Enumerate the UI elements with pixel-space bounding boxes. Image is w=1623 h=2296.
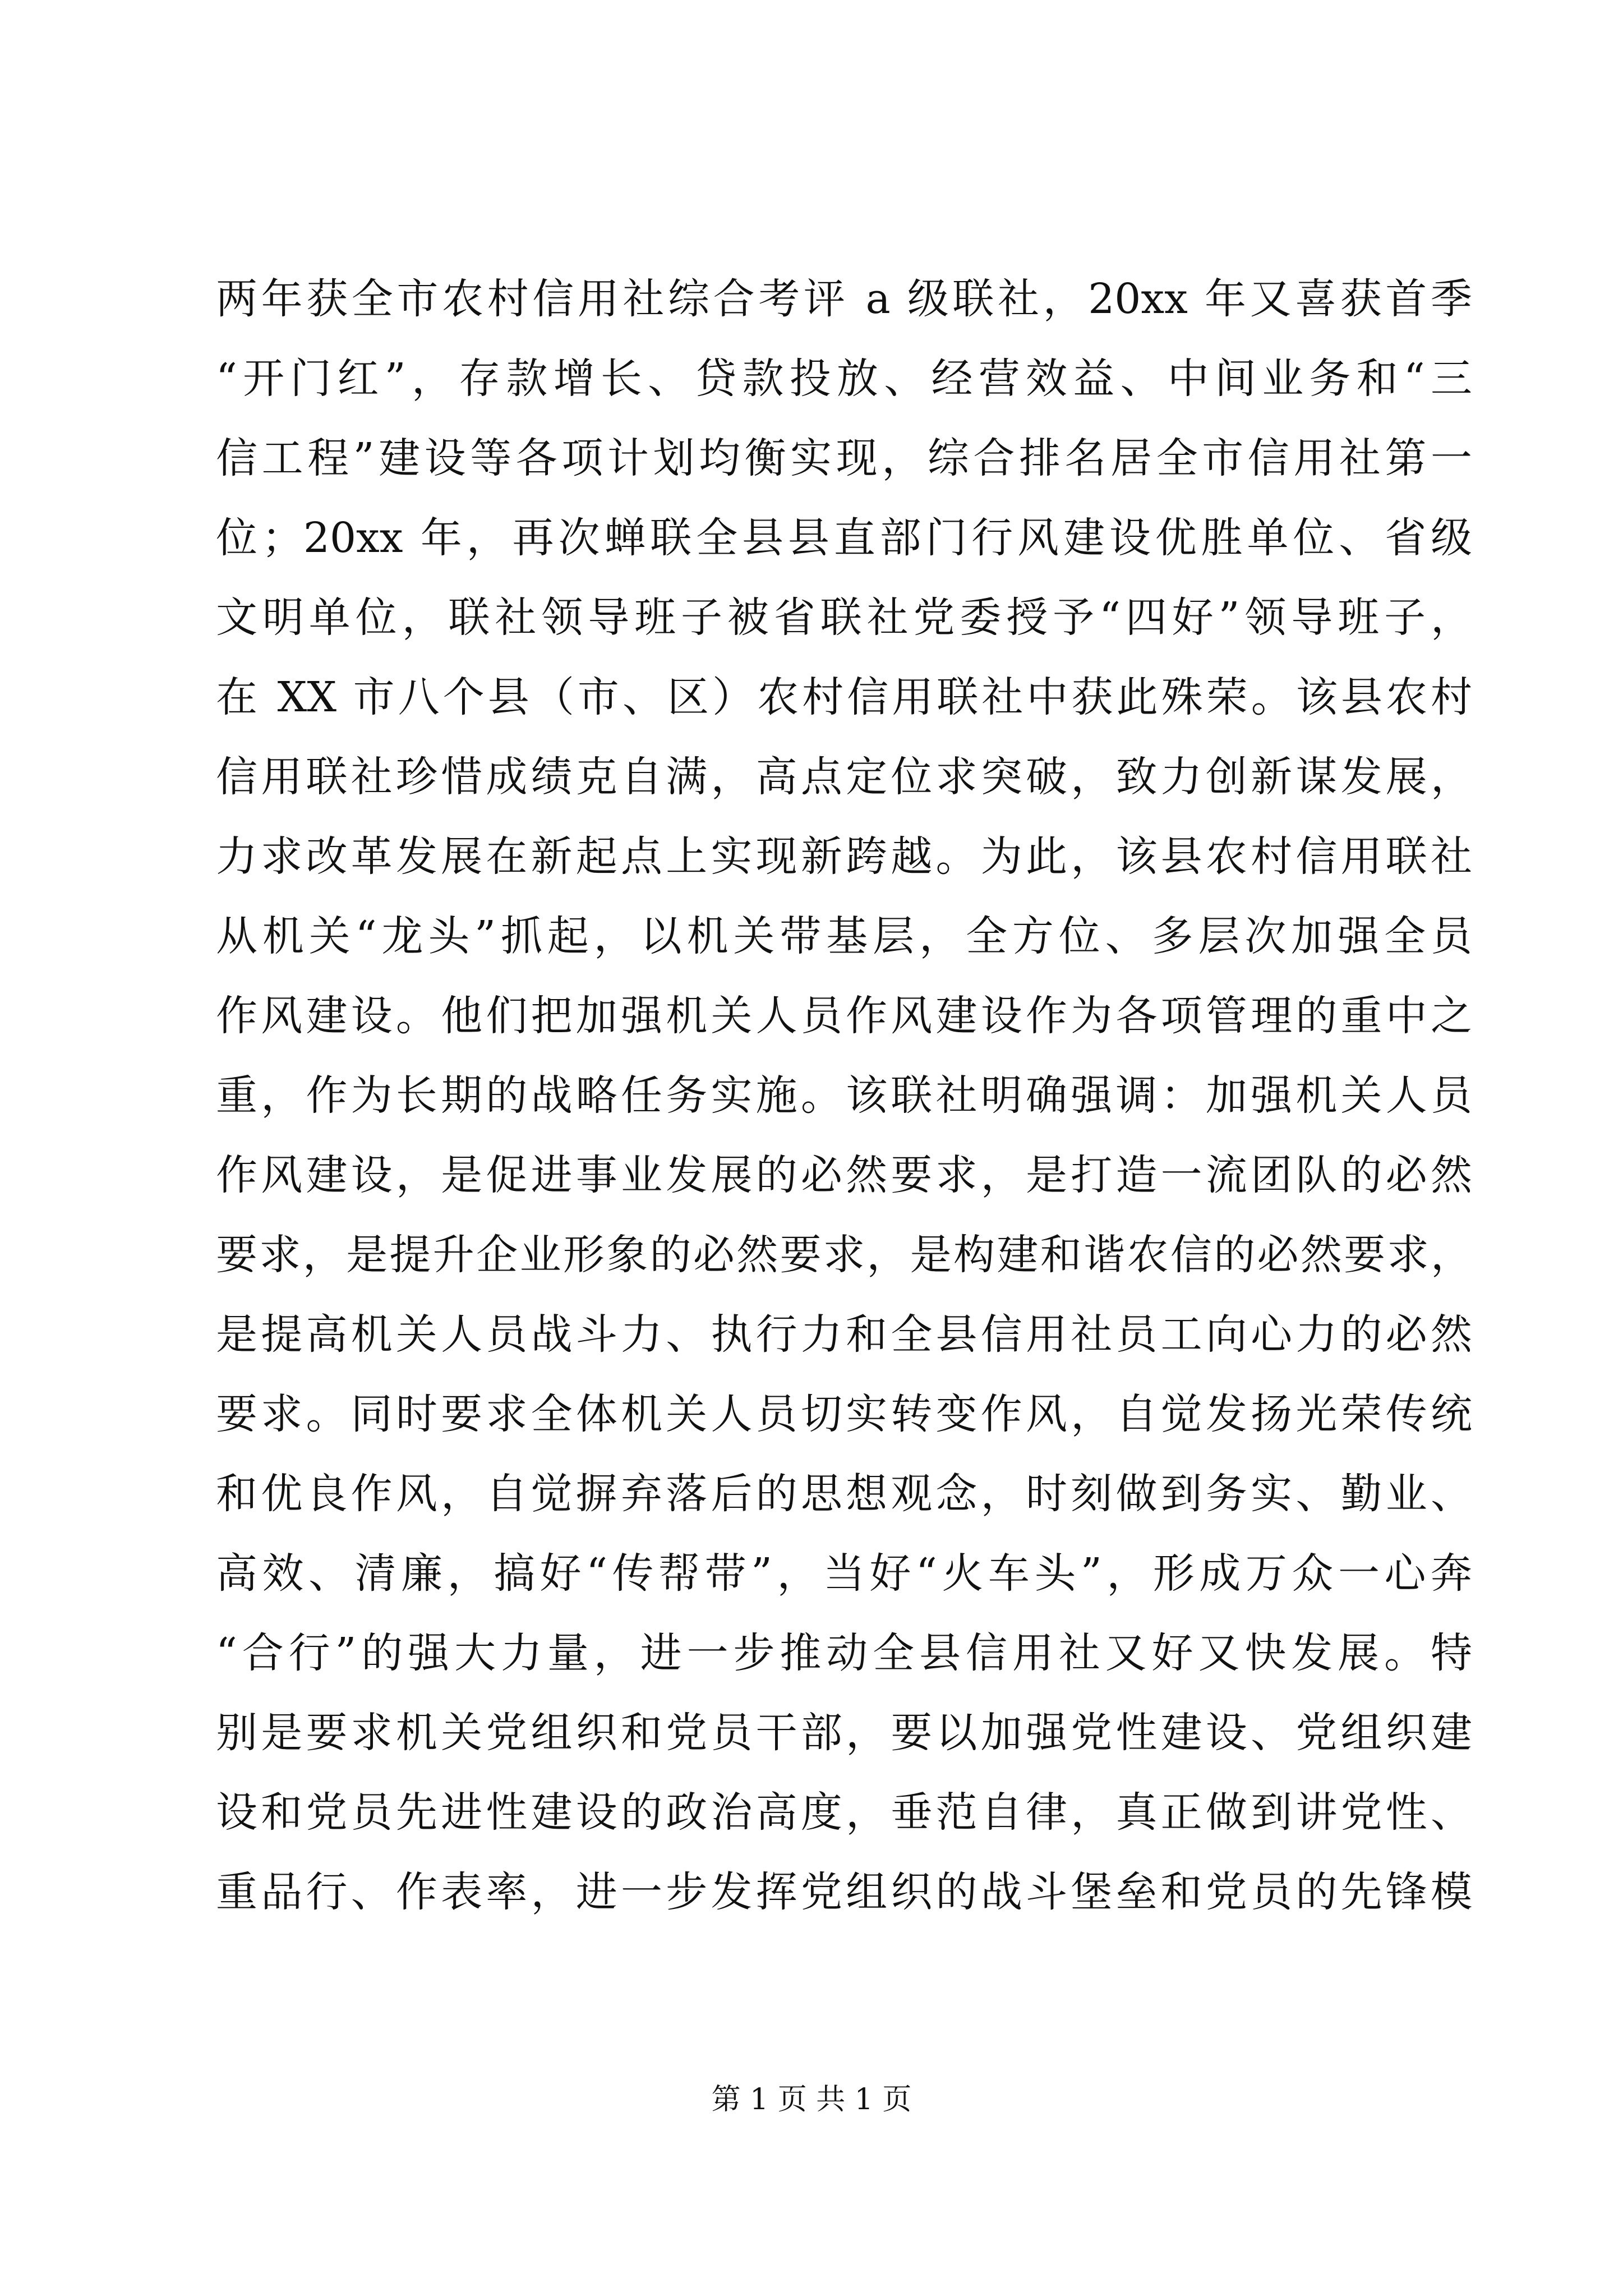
text-line-13: 要求，是提升企业形象的必然要求，是构建和谐农信的必然要求， [216,1231,1472,1279]
text-line-10: 作风建设。他们把加强机关人员作风建设作为各项管理的重中之 [216,992,1472,1040]
text-line-17: 高效、清廉，搞好“传帮带”，当好“火车头”，形成万众一心奔 [216,1549,1472,1598]
text-line-7: 信用联社珍惜成绩克自满，高点定位求突破，致力创新谋发展， [216,753,1472,801]
text-line-5: 文明单位，联社领导班子被省联社党委授予“四好”领导班子， [216,593,1472,642]
text-line-19: 别是要求机关党组织和党员干部，要以加强党性建设、党组织建 [216,1709,1472,1757]
page-footer [0,2080,1623,2119]
text-line-12: 作风建设，是促进事业发展的必然要求，是打造一流团队的必然 [216,1151,1472,1199]
text-line-2: “开门红”，存款增长、贷款投放、经营效益、中间业务和“三 [216,355,1472,403]
text-line-3: 信工程”建设等各项计划均衡实现，综合排名居全市信用社第一 [216,434,1472,482]
text-line-20: 设和党员先进性建设的政治高度，垂范自律，真正做到讲党性、 [216,1788,1472,1837]
text-line-15: 要求。同时要求全体机关人员切实转变作风，自觉发扬光荣传统 [216,1390,1472,1438]
text-line-21: 重品行、作表率，进一步发挥党组织的战斗堡垒和党员的先锋模 [216,1868,1472,1916]
text-line-4: 位；20xx 年，再次蝉联全县县直部门行风建设优胜单位、省级 [216,514,1472,562]
text-line-11: 重，作为长期的战略任务实施。该联社明确强调：加强机关人员 [216,1071,1472,1120]
text-line-8: 力求改革发展在新起点上实现新跨越。为此，该县农村信用联社 [216,832,1472,881]
body-text [216,259,1472,1932]
text-line-6: 在 XX 市八个县（市、区）农村信用联社中获此殊荣。该县农村 [216,673,1472,721]
text-line-9: 从机关“龙头”抓起，以机关带基层，全方位、多层次加强全员 [216,912,1472,960]
text-line-1: 两年获全市农村信用社综合考评 a 级联社，20xx 年又喜获首季 [216,275,1472,323]
page-number-label: 第 1 页 共 1 页 [711,2083,912,2116]
text-line-18: “合行”的强大力量，进一步推动全县信用社又好又快发展。特 [216,1629,1472,1677]
text-line-16: 和优良作风，自觉摒弃落后的思想观念，时刻做到务实、勤业、 [216,1470,1472,1518]
text-line-14: 是提高机关人员战斗力、执行力和全县信用社员工向心力的必然 [216,1310,1472,1359]
